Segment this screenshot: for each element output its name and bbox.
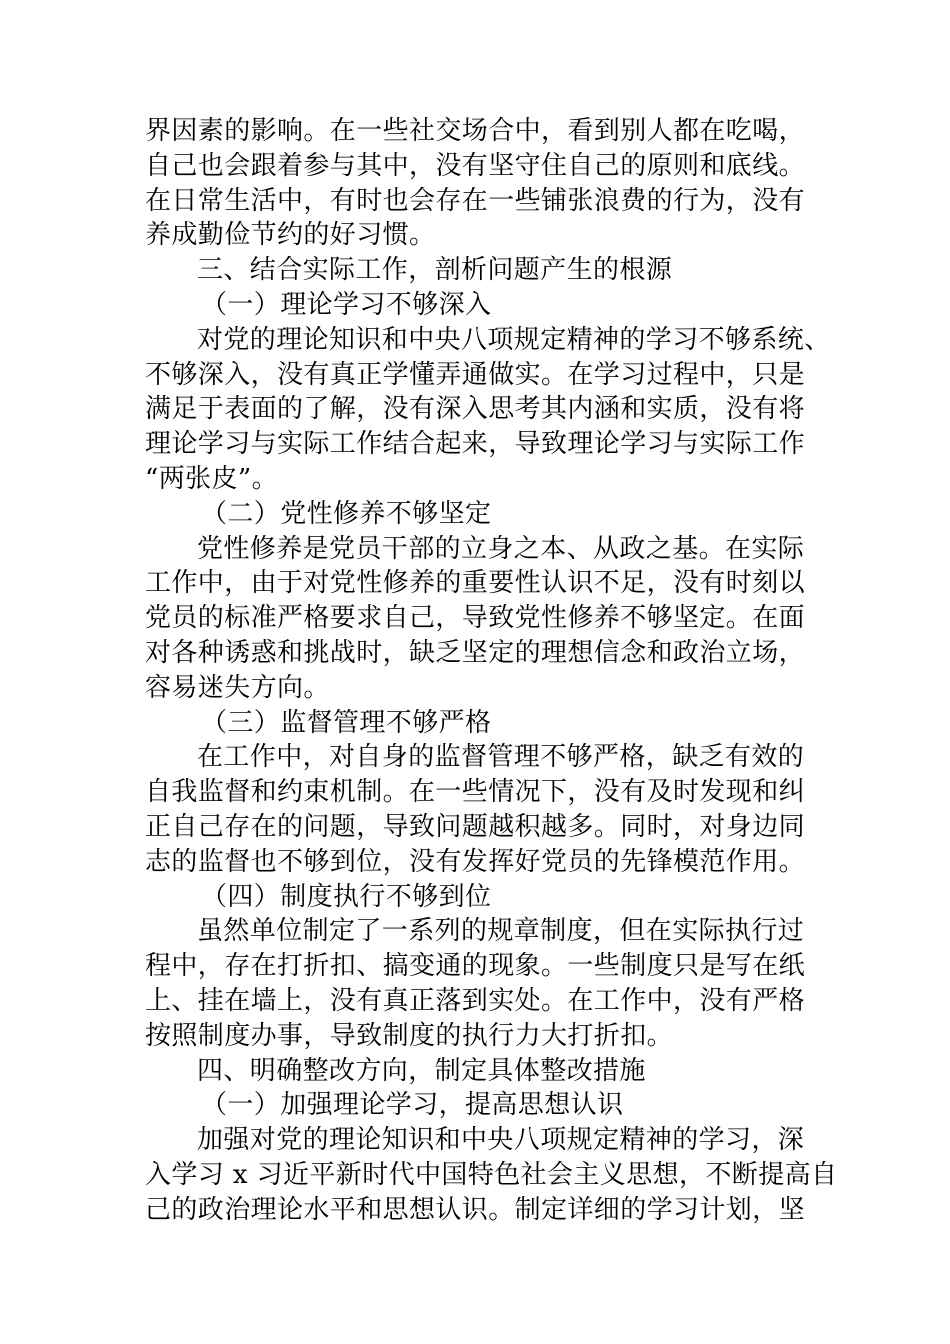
body-line: “两张皮”。: [145, 463, 278, 494]
body-line: 对各种诱惑和挑战时，缺乏坚定的理想信念和政治立场，: [145, 637, 806, 668]
body-line: 不够深入，没有真正学懂弄通做实。在学习过程中，只是: [145, 359, 806, 390]
paragraph-start: 在工作中，对自身的监督管理不够严格，缺乏有效的: [197, 742, 805, 773]
body-line: 满足于表面的了解，没有深入思考其内涵和实质，没有将: [145, 394, 806, 425]
body-line: 养成勤俭节约的好习惯。: [145, 220, 436, 251]
body-line: 在日常生活中，有时也会存在一些铺张浪费的行为，没有: [145, 185, 806, 216]
subheading-3-4: （四）制度执行不够到位: [201, 881, 492, 912]
body-line: 界因素的影响。在一些社交场合中，看到别人都在吃喝，: [145, 116, 806, 146]
body-line: 理论学习与实际工作结合起来，导致理论学习与实际工作: [145, 429, 806, 460]
subheading-3-1: （一）理论学习不够深入: [201, 289, 492, 320]
body-line: 按照制度办事，导致制度的执行力大打折扣。: [145, 1020, 674, 1051]
body-line: 容易迷失方向。: [145, 672, 330, 703]
subheading-3-2: （二）党性修养不够坚定: [201, 498, 492, 529]
subheading-4-1: （一）加强理论学习，提高思想认识: [201, 1090, 624, 1121]
body-line: 入学习 x 习近平新时代中国特色社会主义思想，不断提高自: [145, 1159, 838, 1190]
body-line: 工作中，由于对党性修养的重要性认识不足，没有时刻以: [145, 568, 806, 599]
paragraph-start: 虽然单位制定了一系列的规章制度，但在实际执行过: [197, 916, 805, 947]
body-line: 自我监督和约束机制。在一些情况下，没有及时发现和纠: [145, 777, 806, 808]
body-line: 上、挂在墙上，没有真正落到实处。在工作中，没有严格: [145, 985, 806, 1016]
subheading-3-3: （三）监督管理不够严格: [201, 707, 492, 738]
paragraph-start: 加强对党的理论知识和中央八项规定精神的学习，深: [197, 1125, 805, 1156]
document-page: [145, 114, 838, 1228]
body-line: 程中，存在打折扣、搞变通的现象。一些制度只是写在纸: [145, 951, 806, 982]
section-heading-3: 三、结合实际工作，剖析问题产生的根源: [197, 255, 673, 286]
paragraph-start: 党性修养是党员干部的立身之本、从政之基。在实际: [197, 533, 805, 564]
body-line: 志的监督也不够到位，没有发挥好党员的先锋模范作用。: [145, 846, 806, 877]
section-heading-4: 四、明确整改方向，制定具体整改措施: [197, 1055, 646, 1086]
body-line: 党员的标准严格要求自己，导致党性修养不够坚定。在面: [145, 603, 806, 634]
body-line: 自己也会跟着参与其中，没有坚守住自己的原则和底线。: [145, 150, 806, 181]
body-line: 己的政治理论水平和思想认识。制定详细的学习计划，坚: [145, 1194, 806, 1225]
paragraph-start: 对党的理论知识和中央八项规定精神的学习不够系统、: [197, 324, 831, 355]
body-line: 正自己存在的问题，导致问题越积越多。同时，对身边同: [145, 811, 806, 842]
